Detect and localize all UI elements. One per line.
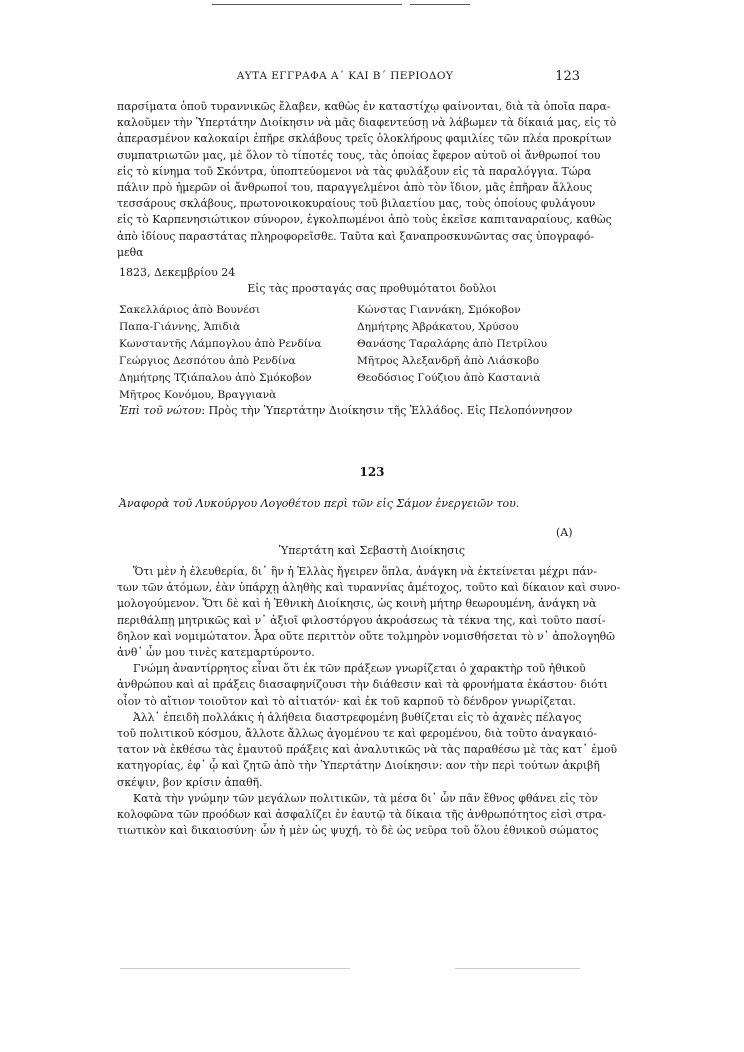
- endorsement-text: : Πρὸς τὴν Ὑπερτάτην Διοίκησιν τῆς Ἑλλάδος. Εἰς Πελοπόννησον: [201, 404, 573, 417]
- letter-date: 1823, Δεκεμβρίου 24: [119, 266, 236, 279]
- text-line: Κατὰ τὴν γνώμην τῶν μεγάλων πολιτικῶν, τὰ μέσα δι᾽ ὧν πᾶν ἔθνος φθάνει εἰς τὸν: [133, 791, 598, 805]
- text-line: Ὅτι μὲν ἡ ἐλευθερία, δι᾽ ἣν ἡ Ἑλλὰς ἤγειρεν ὅπλα, ἀνάγκη νὰ ἐκτείνεται μέχρι πάν-: [133, 565, 597, 578]
- text-line: μεθα: [117, 245, 144, 259]
- paragraph: [117, 564, 621, 661]
- bottom-rule-left: [120, 968, 350, 969]
- signatory: Μῆτρος Κονόμου, Βραγγιανὰ: [119, 389, 277, 401]
- document-title: Ἀναφορὰ τοῦ Λυκούργου Λογοθέτου περὶ τῶν εἰς Σάμον ἐνεργειῶν του.: [119, 497, 520, 510]
- document-body: [117, 564, 621, 839]
- running-head-title: ΑΥΤΑ ΕΓΓΡΑΦΑ Α΄ ΚΑΙ Β΄ ΠΕΡΙΟΔΟΥ: [236, 70, 454, 82]
- text-line: κολοφῶνα τῶν προόδων καὶ ἀσφαλίζει ἐν ἑαυτῷ τὰ δίκαια τῆς ἀνθρωπότητος εἰσὶ στρα-: [117, 808, 607, 822]
- top-rule-left: [212, 4, 402, 5]
- document-number: 123: [359, 465, 385, 479]
- text-line: εἰς τὸ Καρπενησιώτικον σύνορον, ἐγκολπωμένοι ἀπὸ τοὺς ἐκεῖσε καπιταναραίους, καθὼς: [117, 213, 612, 227]
- text-line: Ἀλλ᾽ ἐπειδὴ πολλάκις ἡ ἀλήθεια διαστρεφομένη βυθίζεται εἰς τὸ ἀχανὲς πέλαγος: [133, 710, 582, 724]
- signatory: Μῆτρος Ἀλεξανδρῆ ἀπὸ Λιάσκοβο: [357, 355, 540, 367]
- text-line: ἀπερασμένον καλοκαίρι ἐπῆρε σκλάβους τρεῖς ὁλοκλήρους φαμιλίες τῶν πλέα προκρίτων: [117, 132, 612, 146]
- signatory: Κωνσταντῆς Λάμπογλου ἀπὸ Ρενδίνα: [119, 338, 322, 350]
- text-line: παρσίματα ὁποῦ τυραννικῶς ἔλαβεν, καθὼς ἐν καταστίχῳ φαίνονται, διὰ τὰ ὁποῖα παρα-: [117, 100, 611, 113]
- signatory: Δημήτρης Ἀβράκατου, Χρύσου: [357, 321, 519, 333]
- signatories-right: [357, 302, 547, 387]
- text-line: εἰς τὸ κίνημα τοῦ Σκόντρα, ὑποπτεύομενοι νὰ τὰς φυλάξουν εἰς τὰ παραλόγγια. Τώρα: [117, 164, 592, 178]
- page-number: 123: [555, 69, 580, 84]
- text-line: τεσσάρους σκλάβους, πρωτονοικοκυραίους τοῦ βιλαετίου μας, τοὺς ὁποίους φυλάγουν: [117, 197, 596, 211]
- text-line: σκέψιν, βον κρίσιν ἀπαθῆ.: [117, 775, 263, 789]
- signatory: Κώνστας Γιαννάκη, Σμόκοβον: [357, 304, 521, 316]
- signatory: Δημήτρης Τζιάπαλου ἀπὸ Σμόκοβον: [119, 372, 312, 384]
- text-line: ἀνθ᾽ ὧν μου τινὲς κατεμαρτύροντο.: [117, 646, 315, 660]
- text-line: ἀνθρώπου καὶ αἱ πράξεις διασαφηνίζουσι τὴν διάθεσιν καὶ τὰ φρονήματα ἑκάστου· διότι: [117, 678, 608, 692]
- text-line: Γνώμη ἀναντίρρητος εἶναι ὅτι ἐκ τῶν πράξεων γνωρίζεται ὁ χαρακτὴρ τοῦ ἠθικοῦ: [133, 662, 586, 676]
- signatory: Θεοδόσιος Γούζιου ἀπὸ Καστανιὰ: [357, 372, 541, 384]
- text-line: μολογούμενον. Ὅτι δὲ καὶ ἡ Ἐθνικὴ Διοίκησις, ὡς κοινὴ μήτηρ θεωρουμένη, ἀνάγκη νὰ: [117, 597, 597, 611]
- paragraph: [117, 710, 618, 791]
- signatory: Παπα-Γιάννης, Ἀπιδιὰ: [119, 321, 241, 333]
- text-line: τατον νὰ ἐκθέσω τὰς ἐμαυτοῦ πράξεις καὶ ἀναλυτικῶς νὰ τὰς παραθέσω μὲ τὰς κατ᾽ ἐμοῦ: [117, 743, 618, 757]
- paragraph: [117, 791, 607, 840]
- endorsement: [119, 404, 572, 417]
- letter-body: [117, 99, 617, 261]
- text-line: συμπατριωτῶν μας, μὲ ὅλον τὸ τίποτές τους, τὰς ὁποίας ἔφερον αὐτοῦ οἱ ἄνθρωποί του: [117, 148, 601, 162]
- letter-paragraph: [117, 99, 617, 261]
- salutation: Ὑπερτάτη καὶ Σεβαστὴ Διοίκησις: [278, 544, 466, 557]
- document-tag: (Α): [556, 526, 573, 539]
- top-rule-right: [410, 4, 470, 5]
- text-line: περιθάλπῃ μητρικῶς καὶ ν᾽ ἀξιοῖ φιλοστόργου ἀκροάσεως τὰ τέκνα της, καὶ τοῦτο πασί-: [117, 613, 606, 627]
- signatory: Γεώργιος Δεσπότου ἀπὸ Ρενδίνα: [119, 355, 296, 367]
- text-line: κατηγορίας, ἐφ᾽ ᾧ καὶ ζητῶ ἀπὸ τὴν Ὑπερτάτην Διοίκησιν: αον τὴν περὶ τούτων ἀκριβῆ: [117, 759, 600, 773]
- signatories-left: [119, 302, 322, 404]
- bottom-rule-right: [455, 968, 580, 969]
- paragraph: [117, 661, 608, 710]
- text-line: πάλιν πρὸ ἡμερῶν οἱ ἄνθρωποί του, παραγγελμένοι ἀπὸ τὸν ἴδιον, μᾶς ἐπῆραν ἄλλους: [117, 181, 593, 195]
- signatory: Θανάσης Ταραλάρης ἀπὸ Πετρίλου: [357, 338, 548, 350]
- text-line: ἀπὸ ἰδίους παραστάτας πληροφορεῖσθε. Ταῦτα καὶ ξαναπροσκυνῶντας σας ὑπογραφό-: [117, 229, 594, 243]
- text-line: τοῦ πολιτικοῦ κόσμου, ἄλλοτε ἄλλως ἀγομένου τε καὶ φερομένου, διὰ τοῦτο ἀναγκαιό-: [117, 727, 598, 741]
- running-head: [110, 70, 580, 90]
- text-line: τιωτικὸν καὶ δικαιοσύνη· ὧν ἡ μὲν ὡς ψυχή, τὸ δὲ ὡς νεῦρα τοῦ ὅλου ἐθνικοῦ σώματος: [117, 824, 599, 838]
- text-line: δηλον καὶ νομιμώτατον. Ἆρα οὔτε περιττὸν οὔτε τολμηρὸν νομισθήσεται τὸ ν᾽ ἀπολογηθῶ: [117, 629, 615, 643]
- text-line: καλοῦμεν τὴν Ὑπερτάτην Διοίκησιν νὰ μᾶς διαφεντεύσῃ νὰ λάβωμεν τὰ δίκαιά μας, εἰς τὸ: [117, 116, 617, 130]
- signatory: Σακελλάριος ἀπὸ Βουνέσι: [119, 304, 261, 316]
- letter-closing: Εἰς τὰς προσταγάς σας προθυμότατοι δοῦλοι: [247, 282, 497, 295]
- text-line: των τῶν ἀτόμων, ἐὰν ὑπάρχῃ ἀληθὴς καὶ τυραννίας ἀμέτοχος, τοῦτο καὶ δίκαιον καὶ συνο-: [117, 581, 621, 595]
- text-line: οἷον τὸ αἴτιον τοιοῦτον καὶ τὸ αἰτιατόν· καὶ ἐκ τοῦ καρποῦ τὸ δένδρον γνωρίζεται.: [117, 694, 576, 708]
- endorsement-label: Ἐπὶ τοῦ νώτου: [119, 404, 202, 417]
